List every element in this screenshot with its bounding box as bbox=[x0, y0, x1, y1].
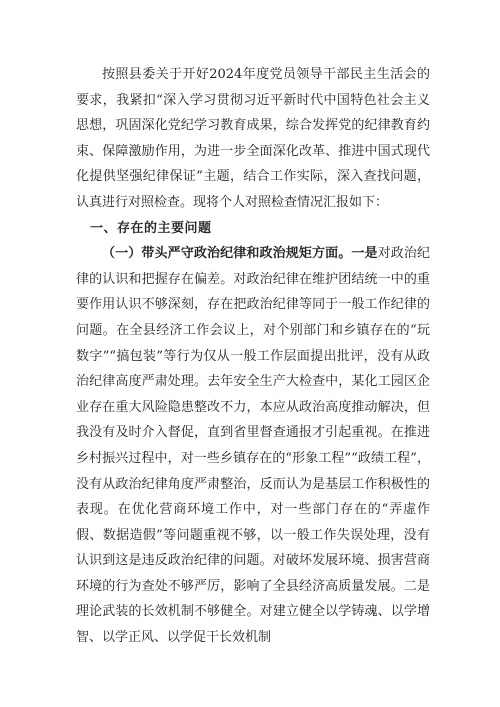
intro-paragraph: 按照县委关于开好2024年度党员领导干部民主生活会的要求，我紧扣“深入学习贯彻习近平新时代中国特色社会主义思想，巩固深化党纪学习教育成果，综合发挥党的纪律教育约束、保障激励作用，为进一步全面深化改革、推进中国式现代化提供坚强纪律保证”主题，结合工作实际，深入查找问题，认真进行对照检查。现将个人对照检查情况汇报如下： bbox=[76, 67, 430, 210]
section-heading: 一、存在的主要问题 bbox=[90, 220, 212, 236]
document-body bbox=[76, 62, 430, 651]
point-marker: 一是 bbox=[351, 246, 378, 262]
subsection-paragraph bbox=[76, 241, 430, 651]
body-text: 对政治纪律的认识和把握存在偏差。对政治纪律在维护团结统一中的重要作用认识不够深刻，存在把政治纪律等同于一般工作纪律的问题。在全县经济工作会议上，对个别部门和乡镇存在的“玩数字”“搞包装”等行为仅从一般工作层面提出批评，没有从政治纪律高度严肃处理。去年安全生产大检查中，某化工园区企业存在重大风险隐患整改不力，本应从政治高度推动解决，但我没有及时介入督促，直到省里督查通报才引起重视。在推进乡村振兴过程中，对一些乡镇存在的“形象工程”“政绩工程”，没有从政治纪律角度严肃整治，反而认为是基层工作积极性的表现。在优化营商环境工作中，对一些部门存在的“弄虚作假、数据造假”等问题重视不够，以一般工作失误处理，没有认识到这是违反政治纪律的问题。对破坏发展环境、损害营商环境的行为查处不够严厉，影响了全县经济高质量发展。二是理论武装的长效机制不够健全。对建立健全以学铸魂、以学增智、以学正风、以学促干长效机制 bbox=[76, 246, 430, 646]
subsection-heading: （一）带头严守政治纪律和政治规矩方面。 bbox=[102, 246, 352, 262]
